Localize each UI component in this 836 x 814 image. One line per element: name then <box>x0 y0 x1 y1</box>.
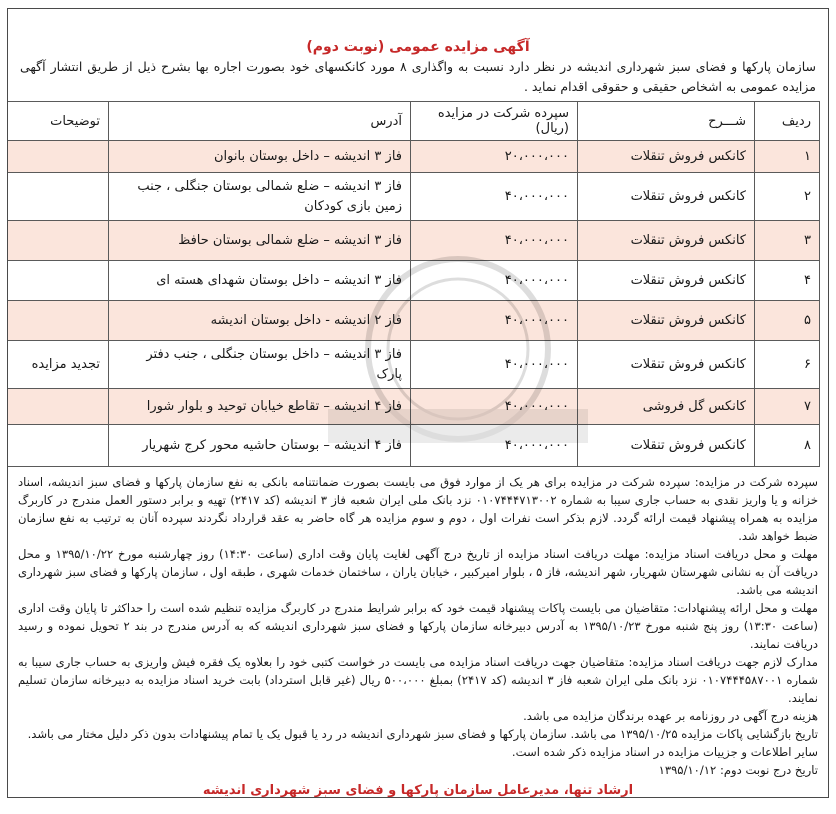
row-deposit: ۴۰،۰۰۰،۰۰۰ <box>411 341 578 389</box>
row-note <box>7 389 109 425</box>
table-row <box>7 425 820 467</box>
header-deposit: سپرده شرکت در مزایده (ریال) <box>411 102 578 141</box>
row-deposit: ۲۰،۰۰۰،۰۰۰ <box>411 141 578 173</box>
term-other-info: سایر اطلاعات و جزییات مزایده در اسناد مزایده ذکر شده است. <box>511 745 818 759</box>
table-row <box>7 341 820 389</box>
row-deposit: ۴۰،۰۰۰،۰۰۰ <box>411 173 578 221</box>
row-description: کانکس فروش تنقلات <box>578 341 755 389</box>
notice-page <box>7 8 829 798</box>
row-deposit: ۴۰،۰۰۰،۰۰۰ <box>411 425 578 467</box>
row-address: فاز ۳ اندیشه – ضلع شمالی بوستان جنگلی ، جنب زمین بازی کودکان <box>109 173 411 221</box>
row-note <box>7 221 109 261</box>
row-description: کانکس گل فروشی <box>578 389 755 425</box>
row-number: ۸ <box>755 425 820 467</box>
row-note <box>7 425 109 467</box>
header-description: شـــرح <box>578 102 755 141</box>
term-document-pickup: مهلت و محل دریافت اسناد مزایده: مهلت دریافت اسناد مزایده از تاریخ درج آگهی لغایت پایان وقت اداری (ساعت ۱۴:۳۰) روز چهارشنبه مورخ ۱۳۹۵/۱۰/۲۲ و محل دریافت آن به نشانی شهرستان شهریار، شهر اندیشه، فاز ۵ ، بلوار امیرکبیر ، خیابان یاران ، ساختمان خدمات شهری ، طبقه اول ، سازمان پارکها و فضای سبز شهرداری اندیشه می باشد. <box>18 547 819 597</box>
term-publish-date: تاریخ درج نوبت دوم: ۱۳۹۵/۱۰/۱۲ <box>658 763 818 777</box>
row-deposit: ۴۰،۰۰۰،۰۰۰ <box>411 261 578 301</box>
row-number: ۵ <box>755 301 820 341</box>
row-note <box>7 301 109 341</box>
header-notes: توضیحات <box>7 102 109 141</box>
row-description: کانکس فروش تنقلات <box>578 141 755 173</box>
row-number: ۱ <box>755 141 820 173</box>
table-row <box>7 173 820 221</box>
notice-title: آگهی مزایده عمومی (نوبت دوم) <box>306 39 530 55</box>
signature: ارشاد تنها، مدیرعامل سازمان پارکها و فضای سبز شهرداری اندیشه <box>202 783 634 798</box>
row-address: فاز ۳ اندیشه – ضلع شمالی بوستان حافظ <box>109 221 411 261</box>
table-row <box>7 221 820 261</box>
row-address: فاز ۲ اندیشه - داخل بوستان اندیشه <box>109 301 411 341</box>
table-row <box>7 141 820 173</box>
term-proposal-submission: مهلت و محل ارائه پیشنهادات: متقاضیان می بایست پاکات پیشنهاد قیمت خود که برابر شرایط مندرج در کاربرگ مزایده تنظیم شده است را حداکثر تا پایان وقت اداری (ساعت ۱۳:۳۰) روز پنج شنبه مورخ ۱۳۹۵/۱۰/۲۳ به آدرس دبیرخانه سازمان پارکها و فضای سبز شهرداری اندیشه که به آدرس مندرج در بند ۲ تحویل نموده و رسید دریافت نمایند. <box>18 601 818 651</box>
term-ad-cost: هزینه درج آگهی در روزنامه بر عهده برندگان مزایده می باشد. <box>523 709 818 723</box>
notice-intro: سازمان پارکها و فضای سبز شهرداری اندیشه در نظر دارد نسبت به واگذاری ۸ مورد کانکسهای خود بصورت اجاره بها بشرح ذیل از طریق انتشار آگهی مزایده عمومی به اشخاص حقیقی و حقوقی اقدام نماید . <box>20 59 816 94</box>
term-opening-date: تاریخ بازگشایی پاکات مزایده ۱۳۹۵/۱۰/۲۵ می باشد. سازمان پارکها و فضای سبز شهرداری اندیشه در رد یا قبول یک یا تمام پیشنهادات بدون ذکر دلیل مختار می باشد. <box>27 727 818 741</box>
row-number: ۴ <box>755 261 820 301</box>
row-description: کانکس فروش تنقلات <box>578 301 755 341</box>
table-header-row <box>7 102 820 141</box>
table-row <box>7 389 820 425</box>
row-number: ۲ <box>755 173 820 221</box>
row-address: فاز ۳ اندیشه – داخل بوستان جنگلی ، جنب دفتر پارک <box>109 341 411 389</box>
row-address: فاز ۴ اندیشه – تقاطع خیابان توحید و بلوار شورا <box>109 389 411 425</box>
header-row-number: ردیف <box>755 102 820 141</box>
term-required-documents: مدارک لازم جهت دریافت اسناد مزایده: متقاضیان جهت دریافت اسناد مزایده می بایست در خواست کتبی خود را بعلاوه یک فقره فیش واریزی به حساب جاری سیبا به شماره ۰۱۰۷۴۴۴۵۸۷۰۰۱ نزد بانک ملی ایران شعبه فاز ۳ اندیشه (کد ۲۴۱۷) بمبلغ ۵۰۰،۰۰۰ ریال (غیر قابل استرداد) بابت خرید اسناد مزایده به دبیرخانه سازمان تسلیم نمایند. <box>18 655 819 705</box>
term-deposit: سپرده شرکت در مزایده: سپرده شرکت در مزایده برای هر یک از موارد فوق می بایست بصورت ضمانتنامه بانکی به نفع سازمان پارکها و فضای سبز اندیشه، اسناد خزانه و یا واریز نقدی به حساب جاری سیبا به شماره ۰۱۰۷۴۴۴۷۱۳۰۰۲ نزد بانک ملی ایران شعبه فاز ۳ اندیشه (کد ۲۴۱۷) تهیه و برابر دستور العمل مندرج در کاربرگ مزایده به همراه پیشنهاد قیمت ارائه گردد. لازم بذکر است نفرات اول ، دوم و سوم مزایده هر گاه حاضر به عقد قرارداد نگردند سپرده آنان به ترتیب به نفع سازمان ضبط خواهد شد. <box>18 475 818 543</box>
row-description: کانکس فروش تنقلات <box>578 221 755 261</box>
row-note <box>7 173 109 221</box>
row-deposit: ۴۰،۰۰۰،۰۰۰ <box>411 301 578 341</box>
row-address: فاز ۳ اندیشه – داخل بوستان بانوان <box>109 141 411 173</box>
row-number: ۳ <box>755 221 820 261</box>
row-deposit: ۴۰،۰۰۰،۰۰۰ <box>411 221 578 261</box>
table-row <box>7 261 820 301</box>
row-address: فاز ۳ اندیشه – داخل بوستان شهدای هسته ای <box>109 261 411 301</box>
row-description: کانکس فروش تنقلات <box>578 173 755 221</box>
row-deposit: ۴۰،۰۰۰،۰۰۰ <box>411 389 578 425</box>
terms-section <box>8 467 828 779</box>
row-address: فاز ۴ اندیشه – بوستان حاشیه محور کرج شهریار <box>109 425 411 467</box>
header-address: آدرس <box>109 102 411 141</box>
row-description: کانکس فروش تنقلات <box>578 261 755 301</box>
row-note <box>7 141 109 173</box>
row-number: ۷ <box>755 389 820 425</box>
row-note <box>7 261 109 301</box>
table-row <box>7 301 820 341</box>
items-table <box>7 101 820 467</box>
row-description: کانکس فروش تنقلات <box>578 425 755 467</box>
row-note: تجدید مزایده <box>7 341 109 389</box>
row-number: ۶ <box>755 341 820 389</box>
